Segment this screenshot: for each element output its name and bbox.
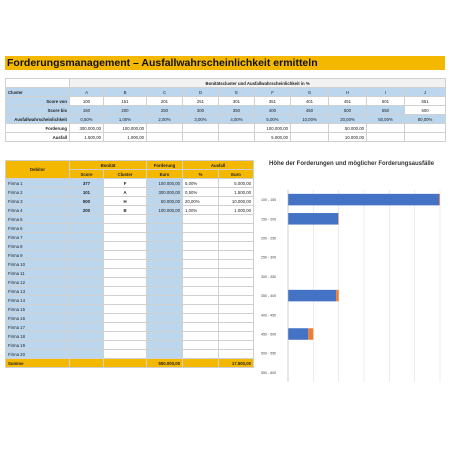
- ausfall-pct: [183, 296, 219, 305]
- cluster-value: [104, 341, 147, 350]
- ausfall-euro: [219, 278, 254, 287]
- ausfall-pct: [183, 224, 219, 233]
- category-label: 100 - 150: [261, 198, 277, 203]
- ausfall-euro: [219, 323, 254, 332]
- score-von-cell-6[interactable]: 351: [255, 97, 291, 106]
- cluster-cell-9[interactable]: I: [367, 88, 405, 97]
- debitor-name: Firma 20: [6, 350, 70, 359]
- ausfall-cell-2[interactable]: 1.000,00: [104, 133, 147, 142]
- forderung-input[interactable]: 300.000,00: [147, 188, 183, 197]
- ausfall-pct: [183, 305, 219, 314]
- debitor-name: Firma 8: [6, 242, 70, 251]
- ausfall-cell-1[interactable]: 1.500,00: [70, 133, 104, 142]
- forderung-cell-7[interactable]: [291, 124, 329, 133]
- cluster-cell-3[interactable]: C: [147, 88, 183, 97]
- cluster-cell-6[interactable]: F: [255, 88, 291, 97]
- score-bis-cell-3[interactable]: 250: [147, 106, 183, 115]
- score-bis-cell-8[interactable]: 500: [329, 106, 367, 115]
- ausfall-pct-cell-9[interactable]: 50,00%: [367, 115, 405, 124]
- ausfall-pct-cell-10[interactable]: 80,00%: [405, 115, 446, 124]
- ausfall-pct-cell-7[interactable]: 10,00%: [291, 115, 329, 124]
- score-input[interactable]: [70, 323, 104, 332]
- score-input[interactable]: 377: [70, 179, 104, 188]
- table-row: [6, 269, 254, 278]
- category-label: 300 - 350: [261, 274, 277, 279]
- category-label: 250 - 300: [261, 255, 277, 260]
- table-row: [6, 341, 254, 350]
- score-input[interactable]: [70, 233, 104, 242]
- table-row: [6, 296, 254, 305]
- score-von-cell-5[interactable]: 301: [219, 97, 255, 106]
- label-score-bis: Score bis: [6, 106, 70, 115]
- cluster-value: [104, 287, 147, 296]
- label-ausfallwahrscheinlichkeit: Ausfallwahrscheinlichkeit: [6, 115, 70, 124]
- table-row: [6, 287, 254, 296]
- table-row: [6, 332, 254, 341]
- table-row: [6, 206, 254, 215]
- score-von-cell-1[interactable]: 100: [70, 97, 104, 106]
- score-bis-cell-2[interactable]: 200: [104, 106, 147, 115]
- cluster-value: H: [104, 197, 147, 206]
- bar-ausfall: [338, 213, 339, 225]
- debitor-name: Firma 15: [6, 305, 70, 314]
- ausfall-pct: [183, 350, 219, 359]
- table-row: [6, 350, 254, 359]
- debitor-name: Firma 17: [6, 323, 70, 332]
- debitor-name: Firma 16: [6, 314, 70, 323]
- forderung-cell-10[interactable]: [405, 124, 446, 133]
- ausfall-pct-cell-1[interactable]: 0,50%: [70, 115, 104, 124]
- forderung-chart: [258, 160, 445, 385]
- category-label: 200 - 250: [261, 236, 277, 241]
- table-row: [6, 188, 254, 197]
- ausfall-pct-cell-3[interactable]: 2,00%: [147, 115, 183, 124]
- score-bis-cell-9[interactable]: 550: [367, 106, 405, 115]
- score-input[interactable]: [70, 215, 104, 224]
- cluster-cell-4[interactable]: D: [183, 88, 219, 97]
- forderung-cell-9[interactable]: [367, 124, 405, 133]
- label-cluster: Cluster: [6, 88, 70, 97]
- table-row: [6, 179, 254, 188]
- debitor-name: Firma 5: [6, 215, 70, 224]
- cluster-value: F: [104, 179, 147, 188]
- score-input[interactable]: 200: [70, 206, 104, 215]
- score-input[interactable]: [70, 332, 104, 341]
- table-row: [6, 278, 254, 287]
- ausfall-pct: [183, 260, 219, 269]
- cluster-value: [104, 242, 147, 251]
- score-bis-cell-5[interactable]: 350: [219, 106, 255, 115]
- category-label: 550 - 600: [261, 370, 277, 375]
- forderung-input[interactable]: [147, 260, 183, 269]
- table-row: [6, 197, 254, 206]
- label-forderung: Forderung: [6, 124, 70, 133]
- score-input[interactable]: [70, 251, 104, 260]
- bar-ausfall: [336, 290, 339, 302]
- cluster-cell-2[interactable]: B: [104, 88, 147, 97]
- debitor-name: Firma 11: [6, 269, 70, 278]
- debitor-name: Firma 19: [6, 341, 70, 350]
- forderung-input[interactable]: 100.000,00: [147, 206, 183, 215]
- score-input[interactable]: [70, 224, 104, 233]
- ausfall-pct-cell-2[interactable]: 1,00%: [104, 115, 147, 124]
- bar-forderung: [288, 194, 439, 206]
- sum-label: Summe: [6, 359, 70, 368]
- ausfall-pct: 20,00%: [183, 197, 219, 206]
- table-row: [6, 251, 254, 260]
- score-von-cell-9[interactable]: 501: [367, 97, 405, 106]
- ausfall-euro: [219, 305, 254, 314]
- category-label: 400 - 450: [261, 313, 277, 318]
- header-forderung: Forderung: [147, 161, 183, 170]
- forderung-input[interactable]: [147, 323, 183, 332]
- ausfall-euro: [219, 350, 254, 359]
- score-von-cell-4[interactable]: 251: [183, 97, 219, 106]
- forderung-input[interactable]: [147, 251, 183, 260]
- cluster-cell-8[interactable]: H: [329, 88, 367, 97]
- forderung-cell-6[interactable]: 100.000,00: [255, 124, 291, 133]
- cluster-table-header: Bonitätscluster und Ausfallwahrscheinlichkeit in %: [70, 79, 446, 88]
- ausfall-euro: [219, 332, 254, 341]
- forderung-input[interactable]: [147, 278, 183, 287]
- ausfall-cell-8[interactable]: 10.000,00: [329, 133, 367, 142]
- forderung-input[interactable]: [147, 314, 183, 323]
- bar-forderung: [288, 290, 336, 302]
- forderung-cell-1[interactable]: 300.000,00: [70, 124, 104, 133]
- cluster-cell-10[interactable]: J: [405, 88, 446, 97]
- debitor-name: Firma 1: [6, 179, 70, 188]
- ausfall-pct-cell-6[interactable]: 5,00%: [255, 115, 291, 124]
- score-von-cell-2[interactable]: 151: [104, 97, 147, 106]
- forderung-input[interactable]: [147, 341, 183, 350]
- cluster-table: [5, 78, 446, 142]
- forderung-input[interactable]: 50.000,00: [147, 197, 183, 206]
- ausfall-euro: [219, 242, 254, 251]
- sum-ausfall: 17.500,00: [219, 359, 254, 368]
- ausfall-pct: [183, 233, 219, 242]
- ausfall-cell-5[interactable]: [219, 133, 255, 142]
- category-label: 150 - 200: [261, 217, 277, 222]
- header-ausfall: Ausfall: [183, 161, 254, 170]
- forderung-input[interactable]: [147, 350, 183, 359]
- header-euro: Euro: [147, 170, 183, 179]
- ausfall-pct-cell-5[interactable]: 4,00%: [219, 115, 255, 124]
- forderung-cell-8[interactable]: 50.000,00: [329, 124, 367, 133]
- debitor-table: [5, 160, 254, 368]
- ausfall-euro: [219, 215, 254, 224]
- score-input[interactable]: [70, 305, 104, 314]
- table-row: [6, 323, 254, 332]
- score-bis-cell-10[interactable]: 600: [405, 106, 446, 115]
- score-input[interactable]: 500: [70, 197, 104, 206]
- ausfall-euro: 1.500,00: [219, 188, 254, 197]
- score-von-cell-8[interactable]: 451: [329, 97, 367, 106]
- ausfall-pct: [183, 287, 219, 296]
- ausfall-pct: [183, 269, 219, 278]
- label-ausfall: Ausfall: [6, 133, 70, 142]
- ausfall-pct: [183, 215, 219, 224]
- ausfall-euro: [219, 314, 254, 323]
- header-pct: %: [183, 170, 219, 179]
- sheet-title: Forderungsmanagement – Ausfallwahrscheinlichkeit ermitteln: [5, 56, 445, 70]
- forderung-input[interactable]: [147, 305, 183, 314]
- table-row: [6, 233, 254, 242]
- table-row: [6, 260, 254, 269]
- score-input[interactable]: [70, 269, 104, 278]
- header-euro-ausfall: Euro: [219, 170, 254, 179]
- debitor-name: Firma 10: [6, 260, 70, 269]
- ausfall-pct: 5,00%: [183, 179, 219, 188]
- forderung-input[interactable]: [147, 332, 183, 341]
- ausfall-euro: 10.000,00: [219, 197, 254, 206]
- score-von-cell-10[interactable]: 551: [405, 97, 446, 106]
- ausfall-cell-3[interactable]: [147, 133, 183, 142]
- category-label: 450 - 500: [261, 332, 277, 337]
- score-input[interactable]: 101: [70, 188, 104, 197]
- forderung-cell-4[interactable]: [183, 124, 219, 133]
- debitor-name: Firma 12: [6, 278, 70, 287]
- cluster-value: [104, 314, 147, 323]
- ausfall-euro: [219, 224, 254, 233]
- ausfall-cell-7[interactable]: [291, 133, 329, 142]
- ausfall-pct: 0,50%: [183, 188, 219, 197]
- cluster-value: [104, 305, 147, 314]
- ausfall-euro: [219, 287, 254, 296]
- score-input[interactable]: [70, 296, 104, 305]
- cluster-value: [104, 296, 147, 305]
- debitor-name: Firma 9: [6, 251, 70, 260]
- ausfall-pct-cell-8[interactable]: 20,00%: [329, 115, 367, 124]
- cluster-value: [104, 332, 147, 341]
- score-input[interactable]: [70, 260, 104, 269]
- debitor-name: Firma 3: [6, 197, 70, 206]
- table-row: [6, 215, 254, 224]
- cluster-cell-5[interactable]: E: [219, 88, 255, 97]
- debitor-name: Firma 13: [6, 287, 70, 296]
- label-score-von: Score von: [6, 97, 70, 106]
- cluster-value: [104, 251, 147, 260]
- score-von-cell-3[interactable]: 201: [147, 97, 183, 106]
- bar-forderung: [288, 213, 338, 225]
- forderung-input[interactable]: [147, 269, 183, 278]
- forderung-input[interactable]: [147, 296, 183, 305]
- ausfall-euro: [219, 269, 254, 278]
- ausfall-pct: [183, 323, 219, 332]
- debitor-name: Firma 4: [6, 206, 70, 215]
- forderung-cell-3[interactable]: [147, 124, 183, 133]
- table-row: [6, 305, 254, 314]
- cluster-cell-1[interactable]: A: [70, 88, 104, 97]
- spreadsheet: [5, 56, 445, 394]
- bar-ausfall: [439, 194, 440, 206]
- score-input[interactable]: [70, 287, 104, 296]
- score-bis-cell-7[interactable]: 450: [291, 106, 329, 115]
- header-debitor: Debitor: [6, 161, 70, 179]
- score-input[interactable]: [70, 341, 104, 350]
- chart-svg: [258, 160, 445, 385]
- forderung-input[interactable]: [147, 224, 183, 233]
- ausfall-pct: [183, 341, 219, 350]
- cluster-cell-7[interactable]: G: [291, 88, 329, 97]
- ausfall-euro: [219, 341, 254, 350]
- forderung-cell-2[interactable]: 100.000,00: [104, 124, 147, 133]
- ausfall-cell-9[interactable]: [367, 133, 405, 142]
- score-bis-cell-1[interactable]: 150: [70, 106, 104, 115]
- ausfall-cell-10[interactable]: [405, 133, 446, 142]
- ausfall-euro: [219, 251, 254, 260]
- debitor-name: Firma 2: [6, 188, 70, 197]
- table-row: [6, 224, 254, 233]
- category-label: 500 - 550: [261, 351, 277, 356]
- table-row: [6, 314, 254, 323]
- ausfall-pct: [183, 251, 219, 260]
- cluster-value: [104, 224, 147, 233]
- cluster-value: [104, 215, 147, 224]
- cluster-value: [104, 278, 147, 287]
- ausfall-pct: [183, 242, 219, 251]
- ausfall-cell-4[interactable]: [183, 133, 219, 142]
- cluster-value: [104, 260, 147, 269]
- score-input[interactable]: [70, 278, 104, 287]
- bar-ausfall: [308, 328, 313, 340]
- ausfall-pct: [183, 332, 219, 341]
- sum-forderung: 550.000,00: [147, 359, 183, 368]
- score-input[interactable]: [70, 314, 104, 323]
- forderung-input[interactable]: [147, 215, 183, 224]
- ausfall-cell-6[interactable]: 5.000,00: [255, 133, 291, 142]
- score-bis-cell-4[interactable]: 300: [183, 106, 219, 115]
- cluster-value: B: [104, 206, 147, 215]
- bar-forderung: [288, 328, 308, 340]
- ausfall-euro: [219, 260, 254, 269]
- ausfall-euro: 1.000,00: [219, 206, 254, 215]
- ausfall-euro: [219, 233, 254, 242]
- debitor-name: Firma 6: [6, 224, 70, 233]
- ausfall-pct: [183, 314, 219, 323]
- score-bis-cell-6[interactable]: 400: [255, 106, 291, 115]
- forderung-input[interactable]: [147, 242, 183, 251]
- chart-title: Höhe der Forderungen und möglicher Forderungsausfälle: [268, 161, 435, 167]
- category-label: 350 - 400: [261, 294, 277, 299]
- score-input[interactable]: [70, 242, 104, 251]
- cluster-value: A: [104, 188, 147, 197]
- debitor-name: Firma 14: [6, 296, 70, 305]
- forderung-cell-5[interactable]: [219, 124, 255, 133]
- ausfall-pct-cell-4[interactable]: 3,00%: [183, 115, 219, 124]
- forderung-input[interactable]: [147, 233, 183, 242]
- score-von-cell-7[interactable]: 401: [291, 97, 329, 106]
- ausfall-pct: 1,00%: [183, 206, 219, 215]
- forderung-input[interactable]: [147, 287, 183, 296]
- header-score: Score: [70, 170, 104, 179]
- cluster-value: [104, 350, 147, 359]
- ausfall-euro: [219, 296, 254, 305]
- cluster-value: [104, 269, 147, 278]
- ausfall-euro: 5.000,00: [219, 179, 254, 188]
- table-row: [6, 242, 254, 251]
- cluster-value: [104, 323, 147, 332]
- ausfall-pct: [183, 278, 219, 287]
- header-bonitaet: Bonität: [70, 161, 147, 170]
- header-cluster: Cluster: [104, 170, 147, 179]
- debitor-name: Firma 18: [6, 332, 70, 341]
- debitor-name: Firma 7: [6, 233, 70, 242]
- forderung-input[interactable]: 100.000,00: [147, 179, 183, 188]
- cluster-value: [104, 233, 147, 242]
- score-input[interactable]: [70, 350, 104, 359]
